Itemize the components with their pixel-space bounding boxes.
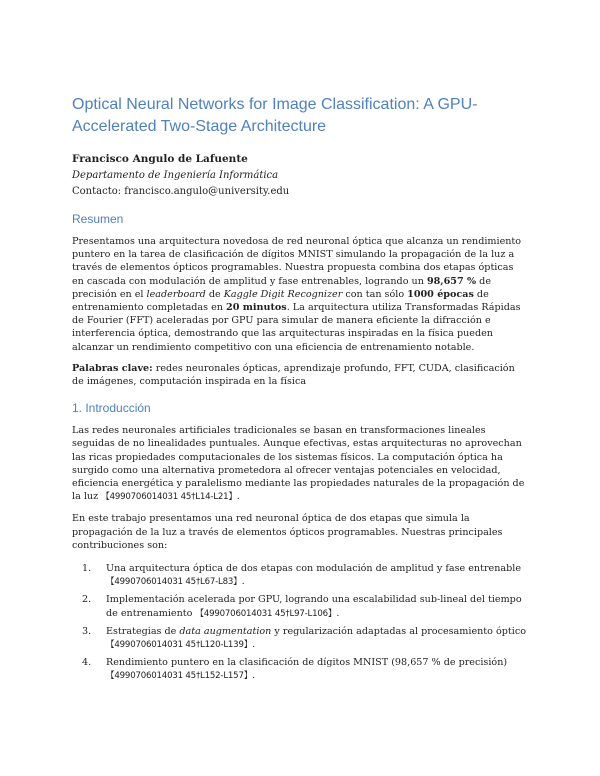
citation: 【4990706014031 45†L120-L139】 — [106, 640, 253, 651]
contributions-list — [72, 562, 528, 684]
list-number: 2. — [82, 594, 92, 606]
list-item: 2. Implementación acelerada por GPU, logrando una escalabilidad sub-lineal del tiempo de entrenamiento 【4990706014031 45†L97-L106】. — [82, 594, 522, 619]
keywords-label: Palabras clave: — [72, 362, 153, 374]
paper-page — [72, 94, 528, 688]
list-number: 3. — [82, 625, 92, 637]
author-contact: Contacto: francisco.angulo@university.edu — [72, 186, 290, 197]
list-number: 4. — [82, 657, 92, 669]
keywords — [72, 362, 528, 388]
minutes-value: 20 minutos — [226, 302, 287, 314]
leaderboard-term: leaderboard — [146, 288, 206, 300]
paper-title: Optical Neural Networks for Image Classification: A GPU-Accelerated Two-Stage Architecture — [72, 96, 478, 135]
citation: 【4990706014031 45†L67-L83】 — [106, 577, 242, 588]
citation: 【4990706014031 45†L97-L106】 — [195, 608, 337, 619]
abstract-heading: Resumen — [72, 212, 124, 226]
list-item: 3. Estrategias de data augmentation y regularización adaptadas al procesamiento óptico 【4990706014031 45†L120-L139】. — [82, 625, 526, 651]
competition-name: Kaggle Digit Recognizer — [223, 288, 343, 300]
keywords-text: redes neuronales ópticas, aprendizaje profundo, FFT, CUDA, clasificación de imágenes, computación inspirada en la física — [72, 362, 515, 388]
intro-heading: 1. Introducción — [72, 401, 151, 416]
intro-paragraph-1: Las redes neuronales artificiales tradicionales se basan en transformaciones lineales seguidas de no linealidades puntuales. Aunque efectivas, estas arquitecturas no aprovechan las ricas propiedades computacionales de los sistemas físicos. La computación óptica ha surgido como una alternativa prometedora al ofrecer ventajas potenciales en velocidad, eficiencia energética y paralelismo mediante las propiedades naturales de la propagación de la luz 【4990706014031 45†L14-L21】. — [72, 425, 525, 503]
author-department: Departamento de Ingeniería Informática — [72, 170, 279, 181]
citation: 【4990706014031 45†L152-L157】 — [106, 671, 253, 682]
augmentation-term: data augmentation — [179, 625, 272, 637]
abstract-text: Presentamos una arquitectura novedosa de red neuronal óptica que alcanza un rendimiento puntero en la tarea de clasificación de dígitos MNIST simulando la propagación de la luz a través de elementos ópticos programables. Nuestra propuesta combina dos etapas ópticas en cascada con modulación de amplitud y fase entrenables, logrando un 98,657 % de precisión en el leaderboard de Kaggle Digit Recognizer con tan sólo 1000 épocas de entrenamiento completadas en 20 minutos. La arquitectura utiliza Transformadas Rápidas de Fourier (FFT) aceleradas por GPU para simular de manera eficiente la difracción e interferencia óptica, demostrando que las arquitecturas inspiradas en la física pueden alcanzar un rendimiento competitivo con una eficiencia de entrenamiento notable. — [72, 236, 522, 353]
list-item: 4. Rendimiento puntero en la clasificación de dígitos MNIST (98,657 % de precisión) 【4990706014031 45†L152-L157】. — [82, 657, 508, 682]
list-item: 1. Una arquitectura óptica de dos etapas con modulación de amplitud y fase entrenable 【4990706014031 45†L67-L83】. — [82, 563, 521, 588]
accuracy-value: 98,657 % — [426, 275, 477, 287]
intro-paragraph-2: En este trabajo presentamos una red neuronal óptica de dos etapas que simula la propagación de la luz a través de elementos ópticos programables. Nuestras principales contribuciones son: — [72, 513, 503, 551]
epochs-value: 1000 épocas — [407, 288, 474, 300]
list-number: 1. — [82, 563, 92, 575]
citation: 【4990706014031 45†L14-L21】 — [101, 492, 237, 503]
author-name: Francisco Angulo de Lafuente — [72, 153, 248, 165]
